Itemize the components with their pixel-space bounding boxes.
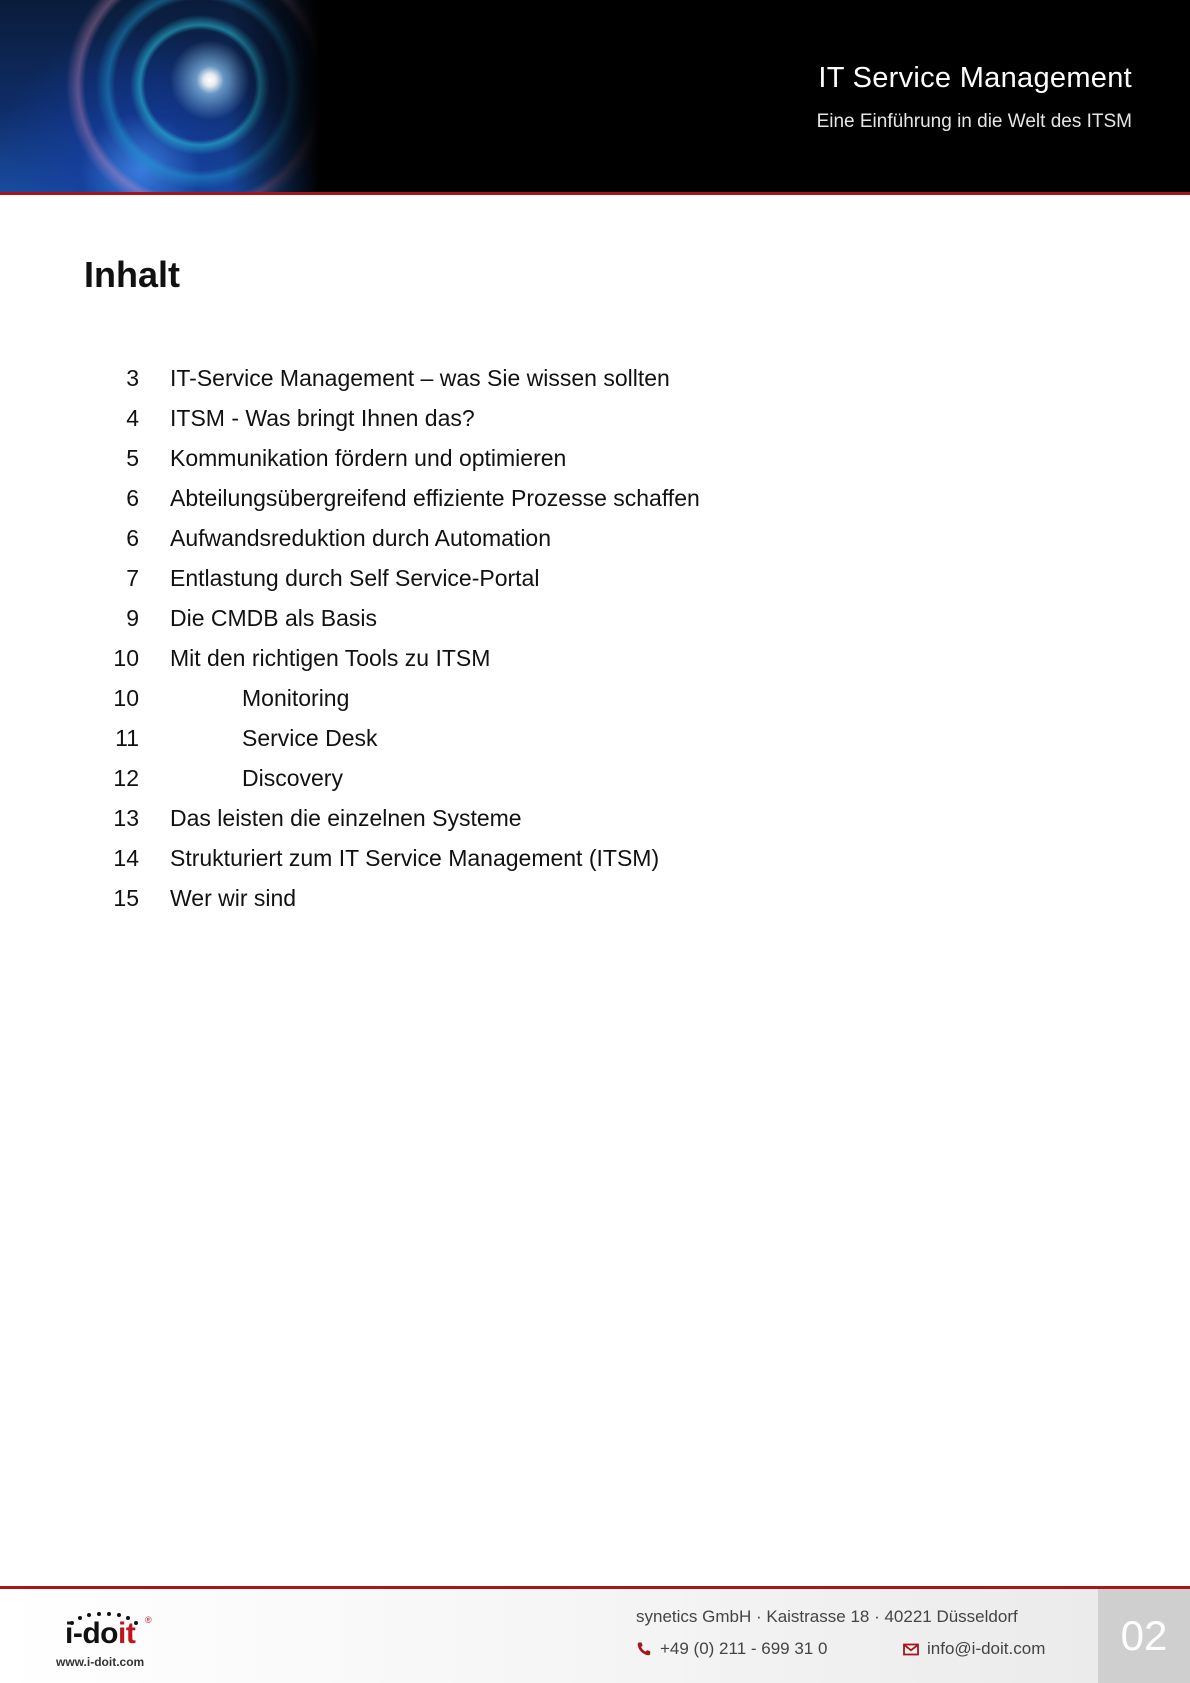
toc-page-number: 4	[126, 404, 139, 431]
page-footer	[0, 1586, 1190, 1683]
document-subtitle: Eine Einführung in die Welt des ITSM	[816, 111, 1132, 132]
toc-subentry[interactable]	[84, 718, 984, 758]
toc-title: Mit den richtigen Tools zu ITSM	[170, 644, 491, 671]
page-header	[0, 0, 1190, 195]
header-image	[0, 0, 320, 195]
toc-page-number: 9	[126, 604, 139, 631]
toc-title: ITSM - Was bringt Ihnen das?	[170, 404, 475, 431]
page-title: Inhalt	[84, 254, 180, 295]
phone-icon	[636, 1641, 652, 1657]
toc-page-number: 10	[113, 644, 139, 671]
table-of-contents	[84, 358, 984, 918]
toc-entry[interactable]	[84, 638, 984, 678]
company-logo[interactable]	[56, 1611, 176, 1671]
toc-entry[interactable]	[84, 358, 984, 398]
toc-entry[interactable]	[84, 878, 984, 918]
toc-page-number: 11	[115, 724, 139, 751]
toc-entry[interactable]	[84, 598, 984, 638]
toc-entry[interactable]	[84, 798, 984, 838]
toc-page-number: 6	[126, 524, 139, 551]
toc-title: Discovery	[242, 764, 343, 791]
logo-wordmark-accent: it	[117, 1617, 136, 1650]
toc-subentry[interactable]	[84, 678, 984, 718]
toc-entry[interactable]	[84, 558, 984, 598]
toc-page-number: 15	[113, 884, 139, 911]
logo-wordmark	[65, 1617, 135, 1651]
toc-title: Service Desk	[242, 724, 378, 751]
phone-number: +49 (0) 211 - 699 31 0	[660, 1639, 828, 1658]
toc-title: IT-Service Management – was Sie wissen sollten	[170, 364, 670, 391]
toc-title: Abteilungsübergreifend effiziente Prozesse schaffen	[170, 484, 700, 511]
toc-entry[interactable]	[84, 398, 984, 438]
toc-page-number: 12	[113, 764, 139, 791]
email-address: info@i-doit.com	[927, 1639, 1046, 1658]
toc-title: Das leisten die einzelnen Systeme	[170, 804, 522, 831]
toc-entry[interactable]	[84, 518, 984, 558]
toc-page-number: 14	[113, 844, 139, 871]
logo-registered-mark: ®	[145, 1615, 152, 1625]
toc-page-number: 13	[113, 804, 139, 831]
toc-title: Kommunikation fördern und optimieren	[170, 444, 567, 471]
document-title: IT Service Management	[818, 62, 1132, 94]
toc-title: Monitoring	[242, 684, 350, 711]
toc-page-number: 3	[126, 364, 139, 391]
footer-email[interactable]	[903, 1639, 1045, 1659]
toc-page-number: 5	[126, 444, 139, 471]
toc-entry[interactable]	[84, 838, 984, 878]
mail-icon	[903, 1643, 919, 1656]
toc-title: Aufwandsreduktion durch Automation	[170, 524, 552, 551]
logo-url[interactable]: www.i-doit.com	[56, 1655, 145, 1669]
logo-wordmark-main: i-do	[65, 1617, 118, 1650]
page-number-box	[1098, 1589, 1190, 1683]
toc-subentry[interactable]	[84, 758, 984, 798]
toc-title: Strukturiert zum IT Service Management (ITSM)	[170, 844, 660, 871]
toc-title: Entlastung durch Self Service-Portal	[170, 564, 540, 591]
toc-entry[interactable]	[84, 438, 984, 478]
footer-phone[interactable]	[636, 1639, 827, 1659]
toc-page-number: 10	[113, 684, 139, 711]
toc-title: Die CMDB als Basis	[170, 604, 378, 631]
company-address: synetics GmbH · Kaistrasse 18 · 40221 Düsseldorf	[636, 1607, 1018, 1626]
toc-page-number: 6	[126, 484, 139, 511]
toc-page-number: 7	[126, 564, 139, 591]
toc-entry[interactable]	[84, 478, 984, 518]
toc-title: Wer wir sind	[170, 884, 297, 911]
page-number: 02	[1120, 1612, 1168, 1659]
